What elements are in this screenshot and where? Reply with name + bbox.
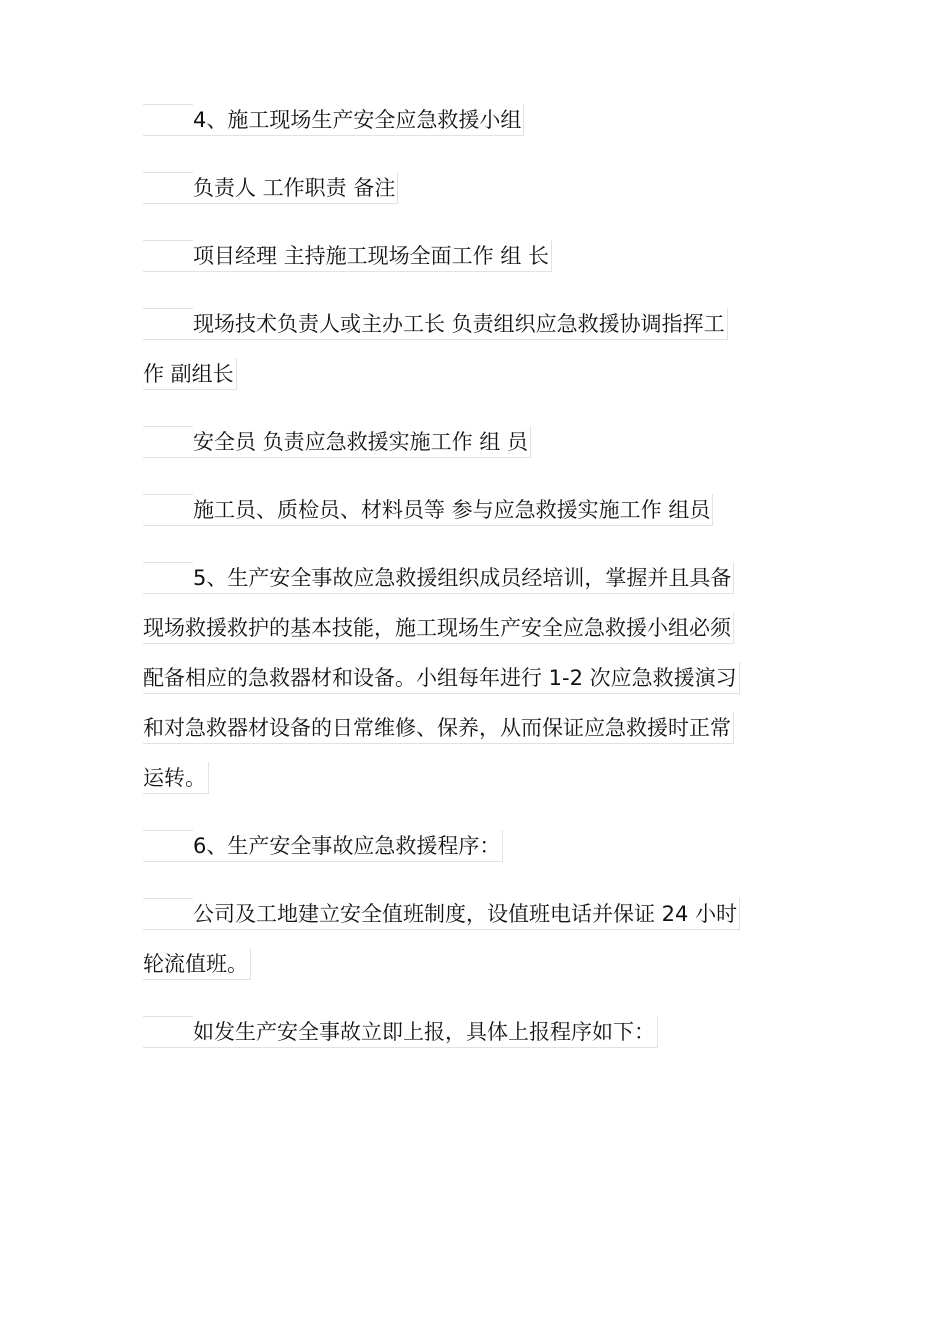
reporting-paragraph: 如发生产安全事故立即上报，具体上报程序如下：: [143, 1016, 658, 1048]
duty-paragraph-line-2: 轮流值班。: [143, 948, 251, 980]
duty-paragraph-line-1: 公司及工地建立安全值班制度，设值班电话并保证 24 小时: [143, 898, 740, 930]
table-row-safety-officer: 安全员 负责应急救援实施工作 组 员: [143, 426, 531, 458]
table-header-row: 负责人 工作职责 备注: [143, 172, 398, 204]
section-5-paragraph-line-2: 现场救援救护的基本技能，施工现场生产安全应急救援小组必须: [143, 612, 734, 644]
table-row-project-manager: 项目经理 主持施工现场全面工作 组 长: [143, 240, 552, 272]
section-5-paragraph-line-4: 和对急救器材设备的日常维修、保养，从而保证应急救援时正常: [143, 712, 734, 744]
table-row-technical-lead-continued: 作 副组长: [143, 358, 237, 390]
section-5-paragraph-line-1: 5、生产安全事故应急救援组织成员经培训，掌握并且具备: [143, 562, 734, 594]
section-5-paragraph-line-3: 配备相应的急救器材和设备。小组每年进行 1-2 次应急救援演习: [143, 662, 740, 694]
section-5-paragraph-line-5: 运转。: [143, 762, 209, 794]
table-row-construction-staff: 施工员、质检员、材料员等 参与应急救援实施工作 组员: [143, 494, 713, 526]
table-row-technical-lead: 现场技术负责人或主办工长 负责组织应急救援协调指挥工: [143, 308, 728, 340]
section-6-heading: 6、生产安全事故应急救援程序：: [143, 830, 503, 862]
section-4-heading: 4、施工现场生产安全应急救援小组: [143, 104, 524, 136]
